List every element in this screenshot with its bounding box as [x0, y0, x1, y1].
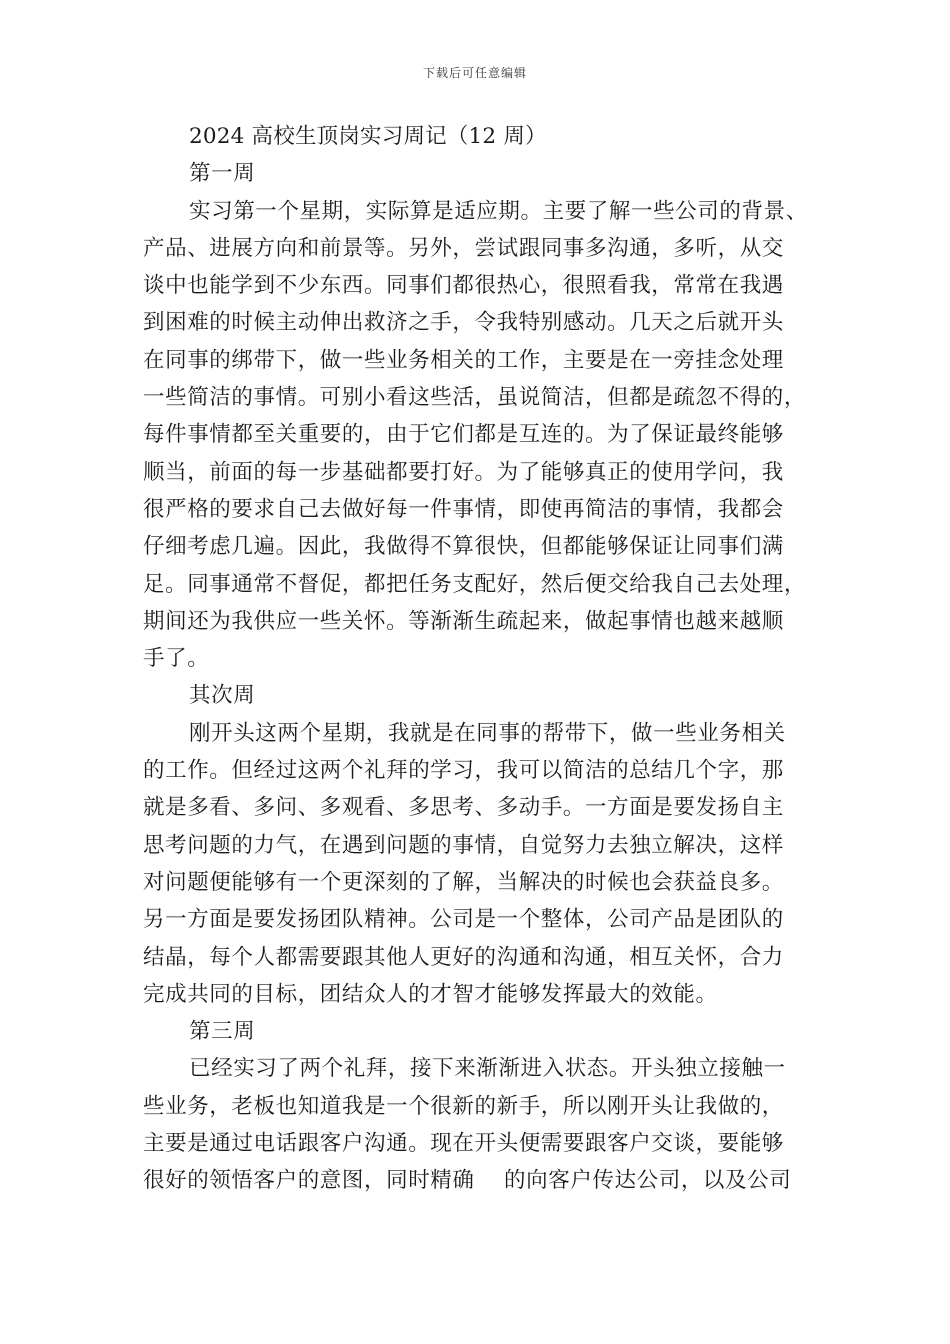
paragraph-line: 思考问题的力气，在遇到问题的事情，自觉努力去独立解决，这样 [143, 832, 784, 858]
header-note: 下载后可任意编辑 [422, 66, 527, 80]
paragraph-line: 就是多看、多问、多观看、多思考、多动手。一方面是要发扬自主 [143, 795, 784, 821]
paragraph-line: 实习第一个星期，实际算是适应期。主要了解一些公司的背景、 [189, 198, 808, 224]
paragraph-line: 结晶，每个人都需要跟其他人更好的沟通和沟通，相互关怀，合力 [143, 944, 784, 970]
paragraph-line: 一些简洁的事情。可别小看这些活，虽说简洁，但都是疏忽不得的， [143, 385, 807, 411]
section-heading: 其次周 [189, 683, 256, 709]
paragraph-line: 完成共同的目标，团结众人的才智才能够发挥最大的效能。 [143, 981, 718, 1007]
paragraph-line: 些业务，老板也知道我是一个很新的新手，所以刚开头让我做的， [143, 1093, 784, 1119]
paragraph-line: 期间还为我供应一些关怀。等渐渐生疏起来，做起事情也越来越顺 [143, 608, 784, 634]
paragraph-line: 的工作。但经过这两个礼拜的学习，我可以简洁的总结几个字，那 [143, 758, 784, 784]
paragraph-line: 仔细考虑几遍。因此，我做得不算很快，但都能够保证让同事们满 [143, 534, 784, 560]
paragraph-line: 足。同事通常不督促，都把任务支配好，然后便交给我自己去处理， [143, 571, 807, 597]
paragraph-line: 很严格的要求自己去做好每一件事情，即使再简洁的事情，我都会 [143, 496, 784, 522]
paragraph-line: 在同事的绑带下，做一些业务相关的工作，主要是在一旁挂念处理 [143, 347, 784, 373]
paragraph-line: 手了。 [143, 646, 210, 672]
document-title: 2024 高校生顶岗实习周记（12 周） [189, 124, 547, 149]
section-heading: 第三周 [189, 1019, 256, 1045]
paragraph-line: 谈中也能学到不少东西。同事们都很热心，很照看我，常常在我遇 [143, 273, 784, 299]
paragraph-line: 已经实习了两个礼拜，接下来渐渐进入状态。开头独立接触一 [189, 1056, 786, 1082]
paragraph-line: 每件事情都至关重要的，由于它们都是互连的。为了保证最终能够 [143, 422, 784, 448]
section-heading: 第一周 [189, 161, 256, 187]
paragraph-line: 对问题便能够有一个更深刻的了解，当解决的时候也会获益良多。 [143, 869, 784, 895]
paragraph-line: 顺当，前面的每一步基础都要打好。为了能够真正的使用学问，我 [143, 459, 784, 485]
paragraph-line: 刚开头这两个星期，我就是在同事的帮带下，做一些业务相关 [189, 720, 786, 746]
paragraph-line: 产品、进展方向和前景等。另外，尝试跟同事多沟通，多听，从交 [143, 235, 784, 261]
paragraph-line: 另一方面是要发扬团队精神。公司是一个整体，公司产品是团队的 [143, 907, 784, 933]
paragraph-line: 到困难的时候主动伸出救济之手，令我特别感动。几天之后就开头 [143, 310, 784, 336]
paragraph-line: 主要是通过电话跟客户沟通。现在开头便需要跟客户交谈，要能够 [143, 1131, 784, 1157]
paragraph-line: 很好的领悟客户的意图，同时精确 的向客户传达公司，以及公司 [143, 1168, 792, 1194]
document-body [143, 118, 811, 1200]
